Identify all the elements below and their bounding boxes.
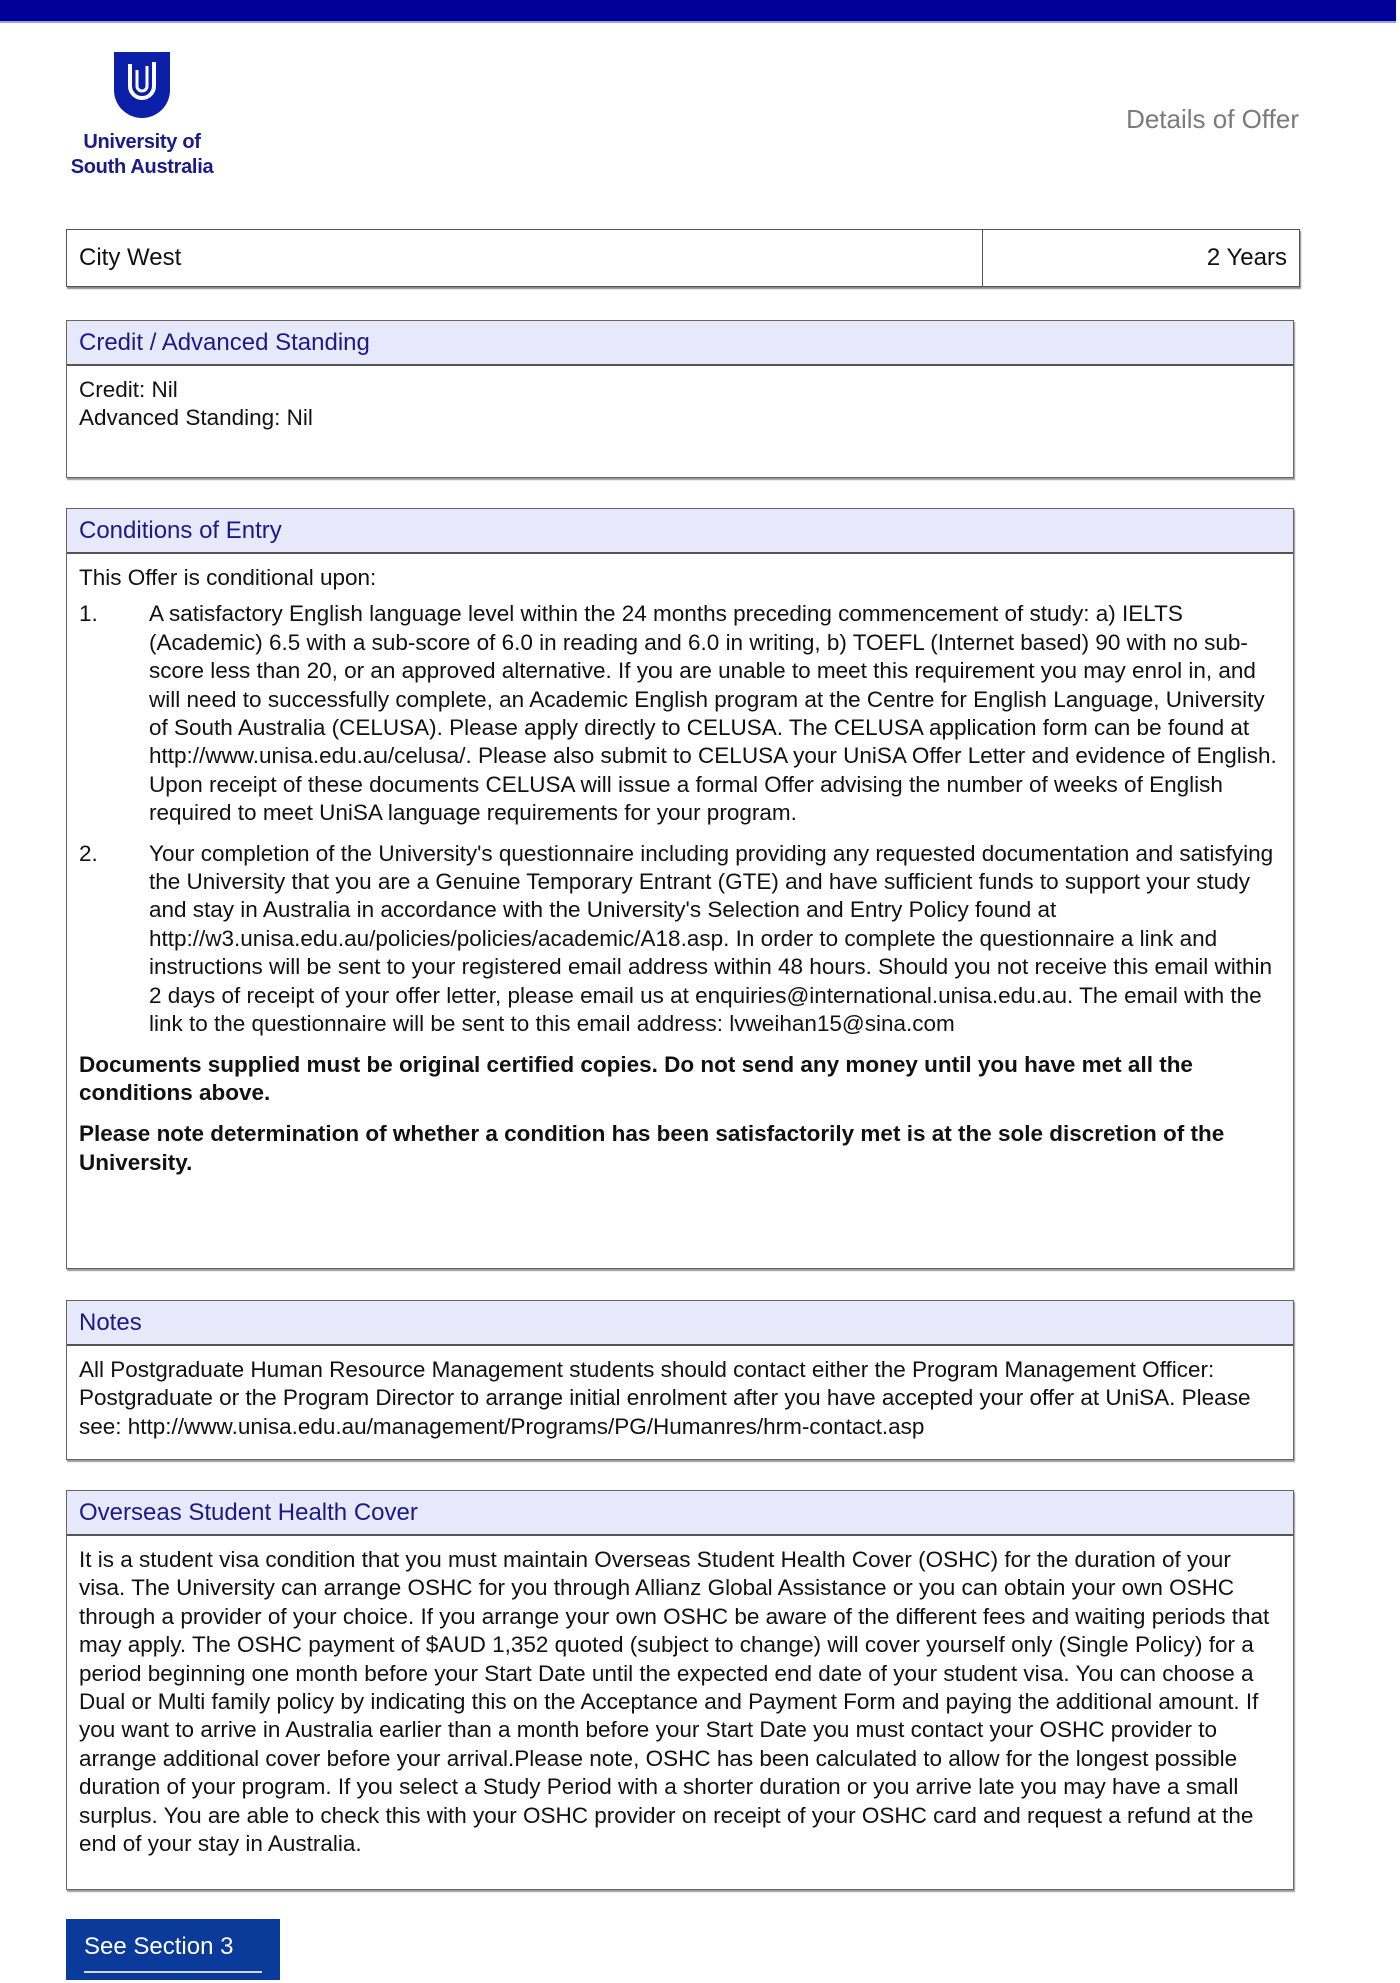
condition-item	[79, 840, 1281, 1039]
university-logo	[62, 52, 222, 180]
university-name-line2: South Australia	[70, 156, 214, 178]
credit-section-header: Credit / Advanced Standing	[67, 321, 1293, 366]
credit-section	[66, 320, 1294, 478]
unisa-shield-icon	[114, 52, 170, 118]
condition-text: A satisfactory English language level within the 24 months preceding commencement of study: a) IELTS (Academic) 6.5 with a sub-score of 6.0 in reading and 6.0 in writing, b) TOEFL (Internet based) 90 with no sub-score less than 20, or an approved alternative. If you are unable to meet this requirement you may enrol in, and will need to successfully complete, an Academic English program at the Centre for English Language, University of South Australia (CELUSA). Please apply directly to CELUSA. The CELUSA application form can be found at http://www.unisa.edu.au/celusa/. Please also submit to CELUSA your UniSA Offer Letter and evidence of English. Upon receipt of these documents CELUSA will issue a formal Offer advising the number of weeks of English required to meet UniSA language requirements for your program.	[149, 601, 1277, 826]
discretion-note: Please note determination of whether a condition has been satisfactorily met is at the sole discretion of the University.	[79, 1121, 1225, 1175]
credit-value: Credit: Nil	[79, 377, 178, 402]
notes-text: All Postgraduate Human Resource Management students should contact either the Program Management Officer: Postgraduate or the Program Director to arrange initial enrolment after you have accepted your offer at UniSA. Please see: http://www.unisa.edu.au/management/Programs/PG/Humanres/hrm-contact.asp	[79, 1357, 1251, 1439]
condition-number: 2.	[79, 840, 98, 866]
oshc-section-header: Overseas Student Health Cover	[67, 1491, 1293, 1536]
conditions-section	[66, 508, 1294, 1269]
see-section-3-button[interactable]	[66, 1919, 280, 1980]
duration-value: 2 Years	[1206, 244, 1287, 271]
oshc-section	[66, 1490, 1294, 1890]
condition-item	[79, 600, 1281, 827]
notes-section-header: Notes	[67, 1301, 1293, 1346]
page-title: Details of Offer	[1126, 104, 1299, 134]
notes-section	[66, 1300, 1294, 1460]
oshc-text: It is a student visa condition that you must maintain Overseas Student Health Cover (OSHC) for the duration of your visa. The University can arrange OSHC for you through Allianz Global Assistance or you can obtain your own OSHC through a provider of your choice. If you arrange your own OSHC be aware of the different fees and waiting periods that may apply. The OSHC payment of $AUD 1,352 quoted (subject to change) will cover yourself only (Single Policy) for a period beginning one month before your Start Date until the expected end date of your student visa. You can choose a Dual or Multi family policy by indicating this on the Acceptance and Payment Form and paying the additional amount. If you want to arrive in Australia earlier than a month before your Start Date you must contact your OSHC provider to arrange additional cover before your arrival.Please note, OSHC has been calculated to allow for the longest possible duration of your program. If you select a Study Period with a shorter duration or you arrive late you may have a small surplus. You are able to check this with your OSHC provider on receipt of your OSHC card and request a refund at the end of your stay in Australia.	[79, 1547, 1270, 1857]
offer-summary-box	[66, 229, 1300, 287]
documents-note: Documents supplied must be original certified copies. Do not send any money until you have met all the conditions above.	[79, 1051, 1193, 1105]
campus-value: City West	[67, 230, 983, 286]
conditions-section-header: Conditions of Entry	[67, 509, 1293, 554]
condition-text: Your completion of the University's questionnaire including providing any requested documentation and satisfying the University that you are a Genuine Temporary Entrant (GTE) and have sufficient funds to support your study and stay in Australia in accordance with the University's Selection and Entry Policy found at http://w3.unisa.edu.au/policies/policies/academic/A18.asp. In order to complete the questionnaire a link and instructions will be sent to your registered email address within 48 hours. Should you not receive this email within 2 days of receipt of your offer letter, please email us at enquiries@international.unisa.edu.au. The email with the link to the questionnaire will be sent to this email address: lvweihan15@sina.com	[149, 840, 1274, 1037]
university-name-line1: University of	[83, 131, 201, 153]
advanced-standing-value: Advanced Standing: Nil	[79, 405, 313, 431]
conditions-intro: This Offer is conditional upon:	[79, 565, 377, 590]
see-section-3-label: See Section 3	[84, 1933, 234, 1960]
top-banner	[0, 0, 1396, 23]
condition-number: 1.	[79, 601, 98, 627]
